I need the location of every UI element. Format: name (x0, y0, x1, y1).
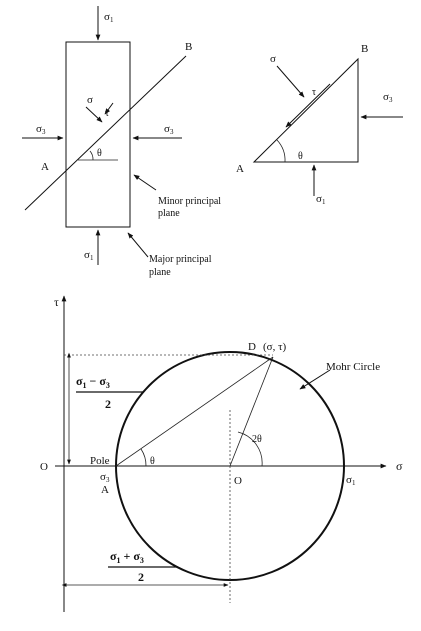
two-theta-label: 2θ (252, 434, 262, 445)
center-numerator: $\sigma_1 + \sigma_3$ (110, 549, 144, 565)
pole-a-label: A (101, 484, 109, 496)
wedge-point-a-label: A (236, 163, 244, 175)
minor-plane-pointer (134, 175, 156, 190)
wedge-triangle (254, 59, 358, 162)
element-point-a-label: A (41, 161, 49, 173)
major-plane-label-line2: plane (149, 267, 171, 278)
stressed-element-diagram (22, 6, 221, 278)
center-to-d-line (230, 357, 273, 466)
sigma3-left-label: σ3 (36, 123, 46, 136)
element-point-b-label: B (185, 41, 193, 53)
wedge-theta-arc (277, 140, 285, 162)
tau-axis-label: τ (54, 295, 59, 309)
origin-label: O (40, 461, 48, 473)
wedge-shear-arrow (286, 84, 330, 127)
wedge-sigma3-label: σ3 (383, 91, 393, 104)
wedge-sigma-label: σ (270, 53, 276, 65)
mohr-circle-diagram (40, 295, 403, 612)
wedge-sigma1-label: σ1 (316, 193, 326, 206)
wedge-theta-label: θ (298, 151, 303, 162)
sigma1-axis-label: σ1 (346, 474, 356, 487)
failure-plane-line (25, 56, 186, 210)
minor-plane-label-line1: Minor principal (158, 196, 222, 207)
soil-element-rectangle (66, 42, 130, 227)
center-o-label: O (234, 475, 242, 487)
element-theta-label: θ (97, 148, 102, 159)
minor-plane-label-line2: plane (158, 208, 180, 219)
pole-to-d-line (116, 357, 273, 466)
pole-theta-arc (141, 449, 146, 466)
center-denominator: 2 (138, 570, 144, 584)
sigma1-top-label: σ1 (104, 11, 114, 24)
theta-arc (90, 151, 93, 160)
pole-label: Pole (90, 455, 110, 467)
sigma-axis-label: σ (396, 459, 403, 473)
point-d-coordinates: (σ, τ) (263, 341, 287, 353)
wedge-diagram (236, 43, 403, 206)
element-sigma-label: σ (87, 94, 93, 106)
major-plane-pointer (128, 233, 148, 257)
pole-theta-label: θ (150, 456, 155, 467)
normal-stress-arrow (86, 107, 102, 122)
wedge-normal-arrow (277, 66, 304, 97)
radius-numerator: $\sigma_1 - \sigma_3$ (76, 374, 110, 390)
sigma3-right-label: σ3 (164, 123, 174, 136)
sigma1-bottom-label: σ1 (84, 249, 94, 262)
wedge-point-b-label: B (361, 43, 369, 55)
element-tau-label: τ (105, 108, 110, 119)
major-plane-label-line1: Major principal (149, 254, 212, 265)
point-d-label: D (248, 341, 256, 353)
sigma3-axis-label: σ3 (100, 471, 110, 484)
mohr-circle-label: Mohr Circle (326, 361, 381, 373)
wedge-tau-label: τ (312, 87, 317, 98)
radius-denominator: 2 (105, 397, 111, 411)
